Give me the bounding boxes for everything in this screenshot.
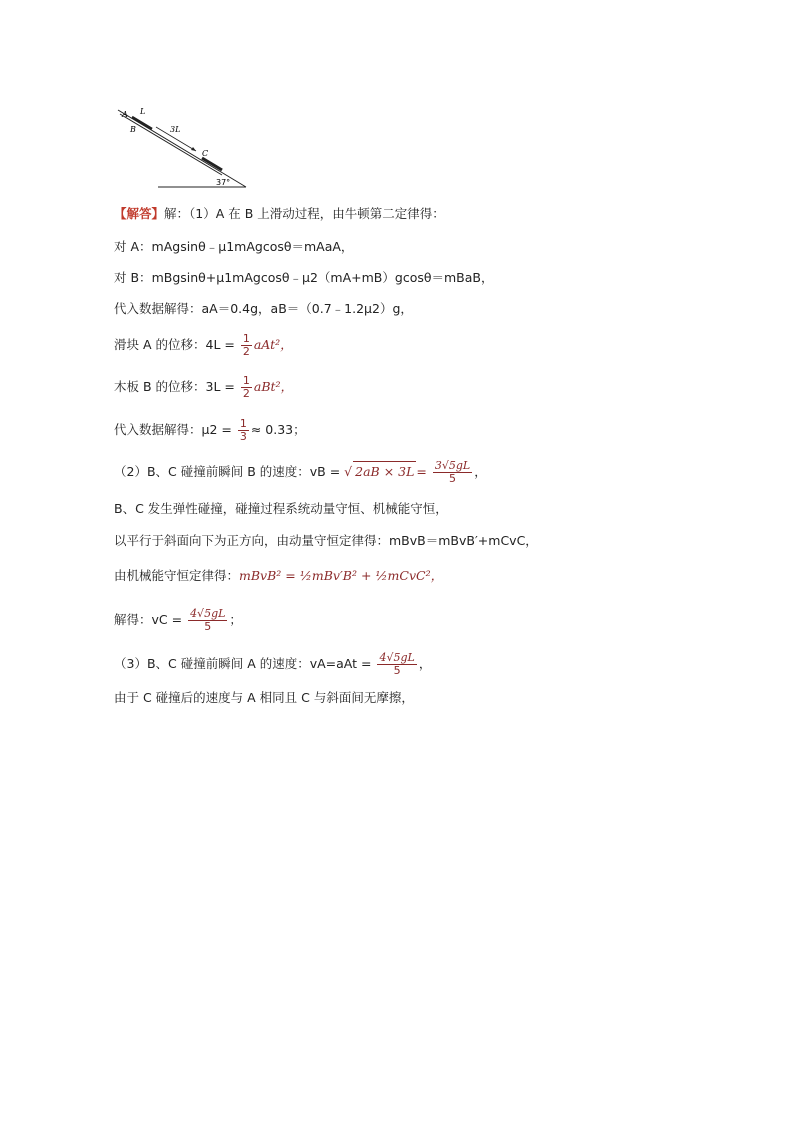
part2-velocity: （2）B、C 碰撞前瞬间 B 的速度：vB = √ 2aB × 3L = $\frac{3√5gL}{5}$ ， [114, 459, 487, 485]
label-angle: 37° [216, 178, 231, 187]
final-statement: 由于 C 碰撞后的速度与 A 相同且 C 与斜面间无摩擦， [114, 690, 414, 705]
label-a: A [122, 110, 128, 119]
elastic-statement: B、C 发生弹性碰撞，碰撞过程系统动量守恒、机械能守恒， [114, 501, 448, 516]
part3-velocity: （3）B、C 碰撞前瞬间 A 的速度：vA=aAt = $\frac{4√5gL}{5}$ ， [114, 651, 432, 677]
label-l: L [140, 107, 146, 116]
equation-b: 对 B：mBgsinθ+μ1mAgcosθ﹣μ2（mA+mB）gcosθ＝mBaB， [114, 270, 494, 285]
equation-a: 对 A：mAgsinθ﹣μ1mAgcosθ＝mAaA， [114, 239, 354, 254]
displacement-b: 木板 B 的位移：3L = $\frac{1}{2}$ aBt²， [114, 374, 294, 400]
label-b: B [130, 125, 136, 134]
substituted-values: 代入数据解得：aA＝0.4g，aB＝（0.7﹣1.2μ2）g， [114, 301, 413, 316]
energy-equation: 由机械能守恒定律得：mBvB² = ½mBv′B² + ½mCvC²， [114, 568, 444, 583]
solution-tag: 【解答】 [114, 206, 165, 221]
momentum-equation: 以平行于斜面向下为正方向，由动量守恒定律得：mBvB＝mBvB′+mCvC， [114, 533, 538, 548]
label-3l: 3L [170, 125, 181, 134]
displacement-a: 滑块 A 的位移：4L = $\frac{1}{2}$ aAt²， [114, 332, 293, 358]
solution-intro: 【解答】解：（1）A 在 B 上滑动过程，由牛顿第二定律得： [114, 206, 445, 221]
incline-diagram [112, 100, 252, 192]
label-c: C [202, 149, 209, 158]
mu-result: 代入数据解得：μ2 = $\frac{1}{3}$ ≈ 0.33； [114, 417, 306, 443]
solve-vc: 解得：vC = $\frac{4√5gL}{5}$ ； [114, 607, 242, 633]
